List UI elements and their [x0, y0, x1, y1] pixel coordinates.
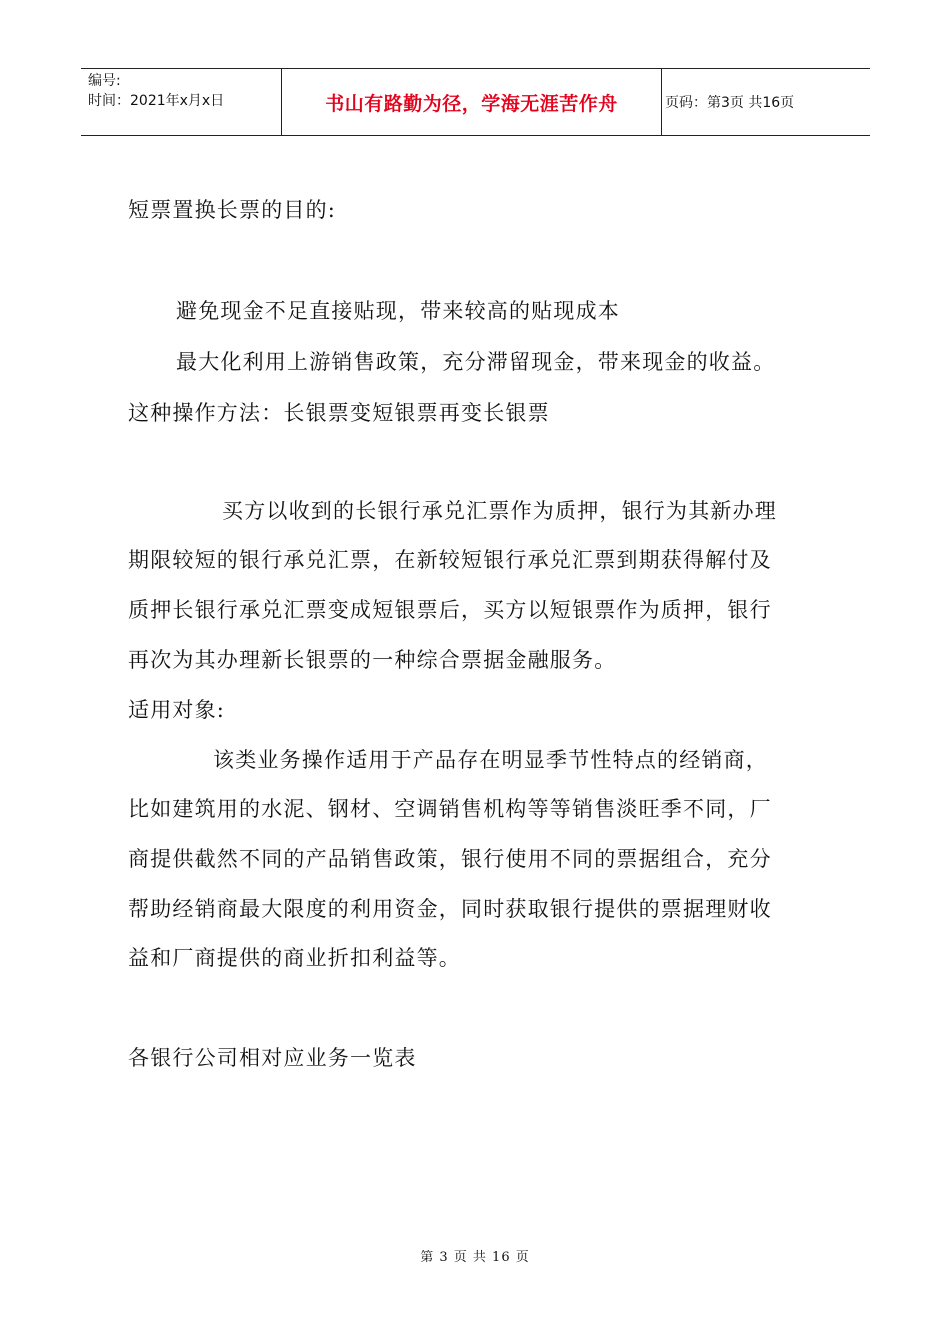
- section-heading-target: 适用对象:: [128, 698, 226, 722]
- paragraph-line: 比如建筑用的水泥、钢材、空调销售机构等等销售淡旺季不同，厂: [128, 797, 772, 821]
- document-number-label: 编号:: [88, 73, 121, 89]
- paragraph-line: 再次为其办理新长银票的一种综合票据金融服务。: [128, 648, 617, 672]
- paragraph-line: 帮助经销商最大限度的利用资金，同时获取银行提供的票据理财收: [128, 897, 772, 921]
- header-meta: [81, 69, 281, 135]
- purpose-item: 最大化利用上游销售政策，充分滞留现金，带来现金的收益。: [176, 350, 776, 374]
- header-page-info: 页码：第3页 共16页: [665, 95, 795, 111]
- paragraph-line: 该类业务操作适用于产品存在明显季节性特点的经销商，: [213, 748, 768, 772]
- page-footer: 第 3 页 共 16 页: [420, 1250, 530, 1265]
- header-motto: 书山有路勤为径，学海无涯苦作舟: [325, 92, 618, 115]
- section-heading-method: 这种操作方法：长银票变短银票再变长银票: [128, 401, 550, 425]
- paragraph-line: 益和厂商提供的商业折扣利益等。: [128, 946, 461, 970]
- page-header: [81, 68, 870, 136]
- paragraph-line: 买方以收到的长银行承兑汇票作为质押，银行为其新办理: [222, 499, 777, 523]
- document-date: 时间：2021年x月x日: [88, 93, 225, 109]
- purpose-item: 避免现金不足直接贴现，带来较高的贴现成本: [176, 299, 620, 323]
- paragraph-line: 商提供截然不同的产品销售政策，银行使用不同的票据组合，充分: [128, 847, 772, 871]
- paragraph-line: 期限较短的银行承兑汇票，在新较短银行承兑汇票到期获得解付及: [128, 548, 772, 572]
- section-heading-purpose: 短票置换长票的目的:: [128, 198, 337, 222]
- section-heading-table: 各银行公司相对应业务一览表: [128, 1046, 417, 1070]
- paragraph-line: 质押长银行承兑汇票变成短银票后，买方以短银票作为质押，银行: [128, 598, 772, 622]
